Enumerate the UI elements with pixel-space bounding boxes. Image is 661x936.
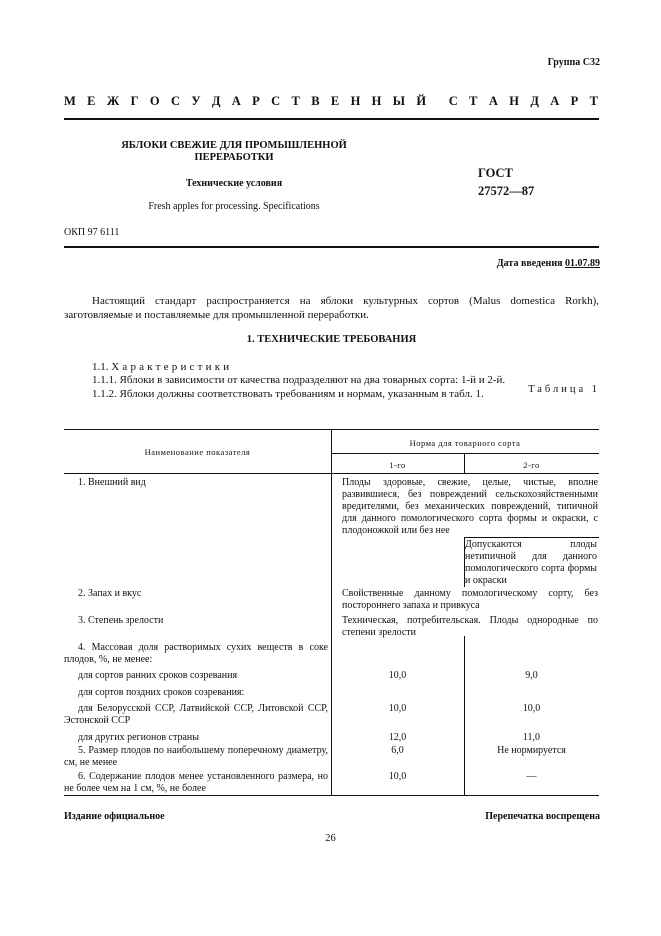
- standard-banner: [64, 94, 598, 109]
- document-title: ЯБЛОКИ СВЕЖИЕ ДЛЯ ПРОМЫШЛЕННОЙ ПЕРЕРАБОТКИ: [121, 140, 347, 163]
- banner-letter: Н: [350, 94, 361, 108]
- row4a-name: для сортов ранних сроков созревания: [78, 670, 238, 681]
- banner-letter: Д: [211, 94, 221, 108]
- banner-letter: Г: [130, 94, 139, 108]
- row3-both: Техническая, потребительская. Плоды однородные по степени зрелости: [342, 615, 598, 638]
- banner-letter: С: [271, 94, 281, 108]
- row1-split-rule: [464, 537, 599, 538]
- banner-letter: М: [64, 94, 76, 108]
- okp-code: ОКП 97 6111: [64, 227, 120, 238]
- row4-name: 4. Массовая доля растворимых сухих веществ в соке плодов, %, не менее:: [64, 642, 328, 665]
- banner-letter: Ж: [106, 94, 120, 108]
- row6-name: 6. Содержание плодов менее установленного размера, но не более чем на 1 см, %, не более: [64, 771, 328, 794]
- row5-name: 5. Размер плодов по наибольшему поперечному диаметру, см, не менее: [64, 745, 328, 768]
- group-code: Группа С32: [547, 57, 600, 68]
- gost-designation: ГОСТ 27572—87: [478, 166, 535, 198]
- row4d-grade2: 11,0: [522, 732, 541, 743]
- row4c-grade1: 10,0: [388, 703, 407, 714]
- header-grade1: 1-го: [389, 460, 406, 470]
- row4c-grade2: 10,0: [522, 703, 541, 714]
- banner-letter: А: [550, 94, 560, 108]
- banner-letter: С: [170, 94, 180, 108]
- row5-grade2: Не нормируется: [497, 745, 566, 756]
- section-title: 1. ТЕХНИЧЕСКИЕ ТРЕБОВАНИЯ: [246, 334, 417, 345]
- banner-letter: Р: [252, 94, 260, 108]
- reprint-forbidden: Перепечатка воспрещена: [485, 811, 600, 822]
- header-mid-rule: [331, 453, 599, 454]
- banner-letter: Ы: [392, 94, 406, 108]
- banner-letter: С: [448, 94, 458, 108]
- header-name: Наименование показателя: [144, 447, 251, 457]
- row6-grade2: —: [526, 771, 537, 782]
- document-subtitle: Технические условия: [185, 178, 283, 189]
- banner-letter: Т: [589, 94, 598, 108]
- banner-letter: Д: [530, 94, 539, 108]
- banner-letter: Н: [509, 94, 519, 108]
- banner-letter: О: [149, 94, 160, 108]
- row4d-grade1: 12,0: [388, 732, 407, 743]
- clause-1-1-2: 1.1.2. Яблоки должны соответствовать требованиям и нормам, указанным в табл. 1.: [92, 388, 484, 400]
- row4c-name: для Белорусской ССР, Латвийской ССР, Литовской ССР, Эстонской ССР: [64, 703, 328, 726]
- row1-both: Плоды здоровые, свежие, целые, чистые, вполне развившиеся, без повреждений сельскохозяйственными вредителями, без механических повреждений, типичной для данного помологического сорта формы и окраски, с плодоножкой или без нее: [342, 477, 598, 536]
- banner-letter: Т: [469, 94, 478, 108]
- banner-letter: А: [488, 94, 498, 108]
- banner-letter: Т: [291, 94, 300, 108]
- banner-letter: У: [191, 94, 201, 108]
- row4a-grade1: 10,0: [388, 670, 407, 681]
- row4d-name: для других регионов страны: [78, 732, 199, 743]
- header-norm: Норма для товарного сорта: [409, 438, 521, 448]
- official-edition: Издание официальное: [64, 811, 165, 822]
- banner-letter: В: [311, 94, 320, 108]
- banner-letter: Н: [371, 94, 382, 108]
- row6-grade1: 10,0: [388, 771, 407, 782]
- row2-both: Свойственные данному помологическому сорту, без постороннего запаха и привкуса: [342, 588, 598, 611]
- row1-name: 1. Внешний вид: [78, 477, 146, 488]
- banner-letter: Й: [416, 94, 427, 108]
- header-rule: [64, 246, 599, 248]
- header-grade2: 2-го: [523, 460, 540, 470]
- row4b-name: для сортов поздних сроков созревания:: [78, 687, 245, 698]
- banner-letter: Р: [570, 94, 579, 108]
- page-number: 26: [325, 833, 336, 844]
- row5-grade1: 6,0: [391, 745, 404, 756]
- row2-name: 2. Запах и вкус: [78, 588, 142, 599]
- banner-letter: А: [231, 94, 241, 108]
- banner-letter: Е: [87, 94, 96, 108]
- row1-grade2: Допускаются плоды нетипичной для данного помологического сорта формы и окраски: [465, 539, 597, 586]
- table-bottom-rule: [64, 795, 599, 796]
- clause-1-1: 1.1. Характеристики: [92, 361, 233, 373]
- clause-1-1-1: 1.1.1. Яблоки в зависимости от качества подразделяют на два товарных сорта: 1-й и 2-й.: [92, 374, 506, 386]
- banner-letter: Е: [330, 94, 340, 108]
- table-caption: Таблица 1: [528, 384, 600, 395]
- row4a-grade2: 9,0: [525, 670, 538, 681]
- intro-paragraph: Настоящий стандарт распространяется на яблоки культурных сортов (Malus domestica Rorkh), заготовляемые и поставляемые для промышленной переработки.: [64, 295, 599, 321]
- banner-rule: [64, 118, 599, 120]
- row3-name: 3. Степень зрелости: [78, 615, 164, 626]
- english-title: Fresh apples for processing. Specifications: [148, 201, 320, 212]
- effective-date: Дата введения 01.07.89: [496, 258, 600, 269]
